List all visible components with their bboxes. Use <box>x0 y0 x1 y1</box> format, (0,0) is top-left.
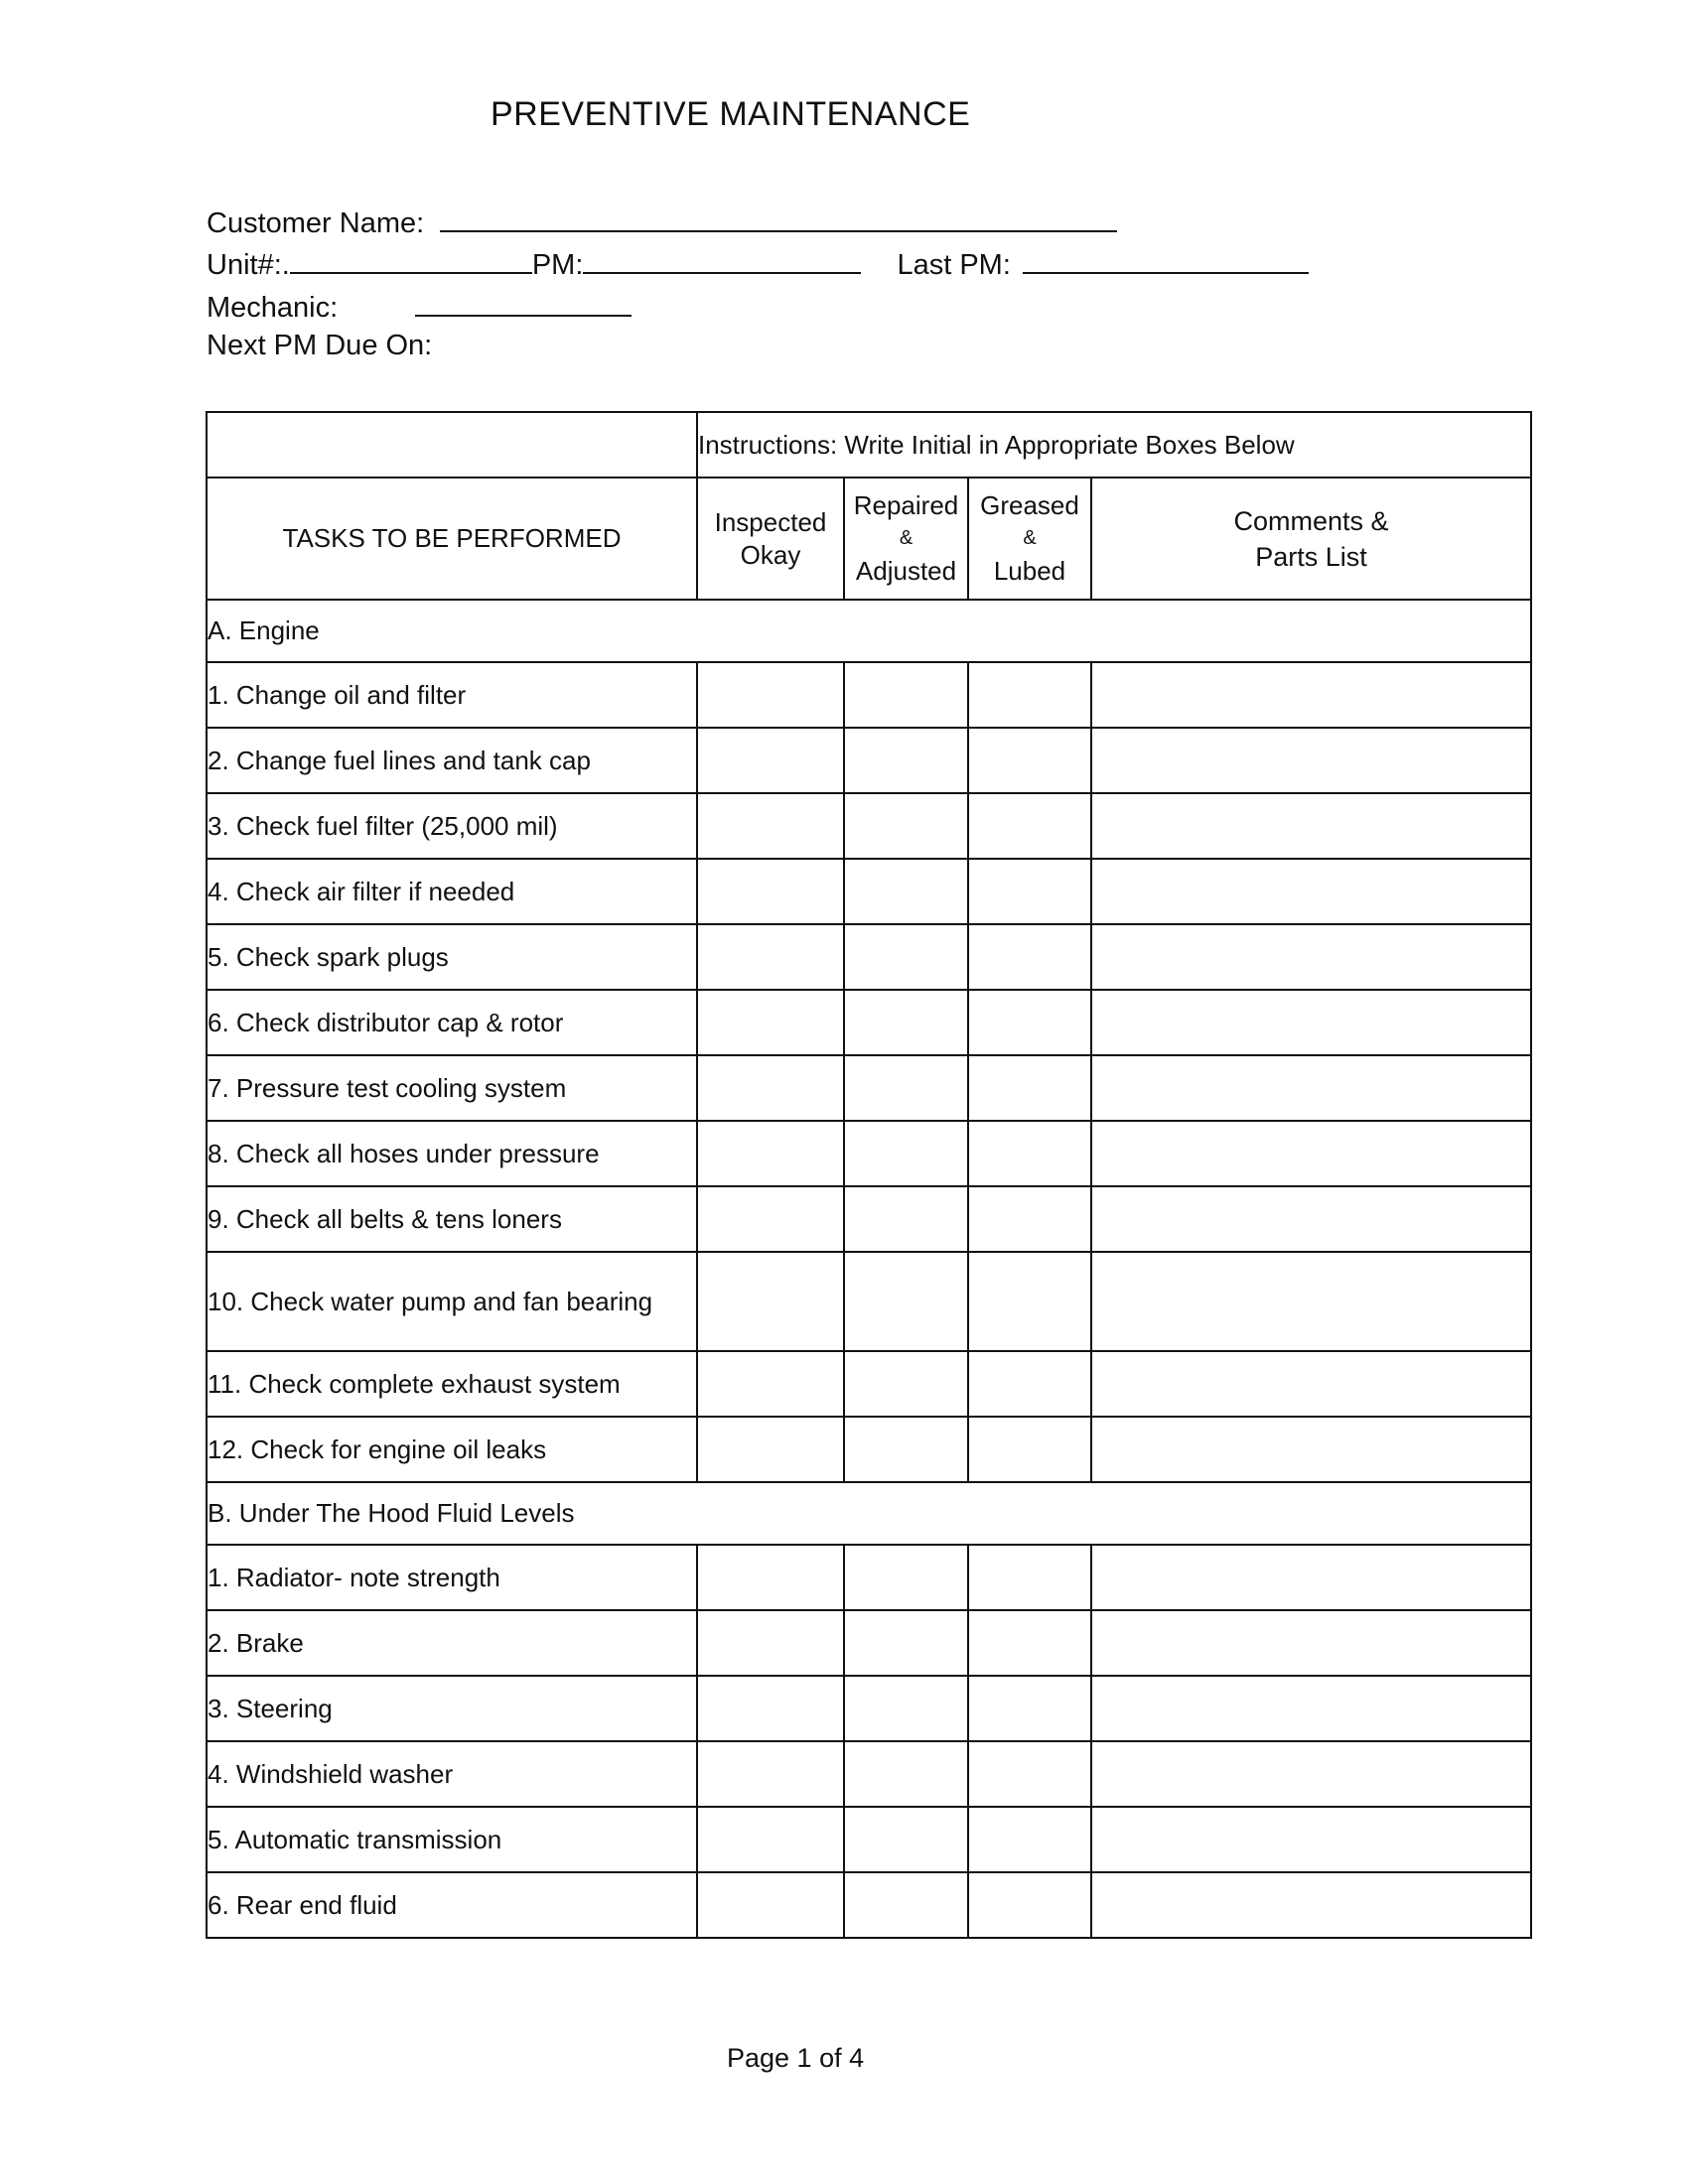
repaired-amp: & <box>899 527 914 549</box>
inspected-okay-cell[interactable] <box>697 1417 844 1482</box>
section-a-title: A. Engine <box>207 600 1531 662</box>
inspected-okay-cell[interactable] <box>697 924 844 990</box>
inspected-okay-cell[interactable] <box>697 1351 844 1417</box>
greased-lubed-cell[interactable] <box>968 990 1091 1055</box>
comments-cell[interactable] <box>1091 1610 1531 1676</box>
comments-cell[interactable] <box>1091 793 1531 859</box>
unit-label: Unit#:. <box>207 249 290 281</box>
greased-lubed-cell[interactable] <box>968 1055 1091 1121</box>
repaired-adjusted-cell[interactable] <box>844 1545 968 1610</box>
inspected-okay-cell[interactable] <box>697 793 844 859</box>
greased-lubed-cell[interactable] <box>968 1417 1091 1482</box>
repaired-line: Repaired <box>853 490 959 520</box>
comments-cell[interactable] <box>1091 924 1531 990</box>
comments-cell[interactable] <box>1091 859 1531 924</box>
inspected-okay-cell[interactable] <box>697 1055 844 1121</box>
adjusted-line: Adjusted <box>855 556 957 586</box>
repaired-adjusted-cell[interactable] <box>844 1121 968 1186</box>
comments-cell[interactable] <box>1091 1676 1531 1741</box>
comments-cell[interactable] <box>1091 1252 1531 1351</box>
instructions-row <box>207 412 1531 478</box>
inspected-okay-cell[interactable] <box>697 990 844 1055</box>
task-row <box>207 859 1531 924</box>
repaired-adjusted-cell[interactable] <box>844 859 968 924</box>
task-row <box>207 1186 1531 1252</box>
task-label: 2. Brake <box>207 1610 697 1676</box>
task-label: 4. Windshield washer <box>207 1741 697 1807</box>
greased-lubed-cell[interactable] <box>968 859 1091 924</box>
pm-label: PM: <box>531 249 584 281</box>
inspected-okay-cell[interactable] <box>697 1121 844 1186</box>
repaired-adjusted-cell[interactable] <box>844 1872 968 1938</box>
blank-header-cell <box>207 412 697 478</box>
parts-list-line: Parts List <box>1255 541 1367 572</box>
task-row <box>207 1741 1531 1807</box>
repaired-adjusted-cell[interactable] <box>844 990 968 1055</box>
section-b-body <box>207 1545 1531 1938</box>
maintenance-table <box>206 411 1532 1939</box>
comments-header <box>1091 478 1531 600</box>
task-row <box>207 793 1531 859</box>
greased-amp: & <box>1023 527 1037 549</box>
unit-blank[interactable] <box>290 246 532 274</box>
greased-lubed-cell[interactable] <box>968 1807 1091 1872</box>
page-number: Page 1 of 4 <box>727 2043 865 2073</box>
section-row <box>207 1482 1531 1545</box>
task-label: 6. Check distributor cap & rotor <box>207 990 697 1055</box>
task-row <box>207 924 1531 990</box>
comments-cell[interactable] <box>1091 990 1531 1055</box>
inspected-okay-cell[interactable] <box>697 728 844 793</box>
mechanic-label: Mechanic: <box>207 292 339 324</box>
greased-lubed-cell[interactable] <box>968 1545 1091 1610</box>
task-label: 2. Change fuel lines and tank cap <box>207 728 697 793</box>
comments-cell[interactable] <box>1091 1807 1531 1872</box>
task-row <box>207 662 1531 728</box>
section-a-body <box>207 662 1531 1482</box>
greased-lubed-cell[interactable] <box>968 1186 1091 1252</box>
task-row <box>207 1545 1531 1610</box>
greased-lubed-cell[interactable] <box>968 1351 1091 1417</box>
task-label: 12. Check for engine oil leaks <box>207 1417 697 1482</box>
task-row <box>207 1872 1531 1938</box>
repaired-adjusted-cell[interactable] <box>844 662 968 728</box>
comments-cell[interactable] <box>1091 1055 1531 1121</box>
greased-line: Greased <box>980 490 1079 520</box>
greased-lubed-cell[interactable] <box>968 662 1091 728</box>
task-label: 4. Check air filter if needed <box>207 859 697 924</box>
pm-blank[interactable] <box>583 246 861 274</box>
greased-lubed-cell[interactable] <box>968 1252 1091 1351</box>
section-b-title: B. Under The Hood Fluid Levels <box>207 1482 1531 1545</box>
unit-row <box>207 246 1309 282</box>
task-row <box>207 728 1531 793</box>
inspected-okay-cell[interactable] <box>697 1186 844 1252</box>
greased-lubed-cell[interactable] <box>968 1741 1091 1807</box>
repaired-adjusted-cell[interactable] <box>844 793 968 859</box>
task-label: 8. Check all hoses under pressure <box>207 1121 697 1186</box>
greased-lubed-cell[interactable] <box>968 1872 1091 1938</box>
mechanic-blank[interactable] <box>415 289 632 317</box>
greased-lubed-header <box>968 478 1091 600</box>
repaired-adjusted-cell[interactable] <box>844 1610 968 1676</box>
task-label: 9. Check all belts & tens loners <box>207 1186 697 1252</box>
task-row <box>207 1055 1531 1121</box>
repaired-adjusted-cell[interactable] <box>844 728 968 793</box>
inspected-okay-cell[interactable] <box>697 662 844 728</box>
repaired-adjusted-cell[interactable] <box>844 924 968 990</box>
task-label: 3. Steering <box>207 1676 697 1741</box>
task-label: 10. Check water pump and fan bearing <box>207 1252 697 1351</box>
comments-cell[interactable] <box>1091 1351 1531 1417</box>
task-label: 3. Check fuel filter (25,000 mil) <box>207 793 697 859</box>
task-row <box>207 1417 1531 1482</box>
task-label: 5. Automatic transmission <box>207 1807 697 1872</box>
comments-line: Comments & <box>1233 505 1389 536</box>
next-pm-label: Next PM Due On: <box>207 330 433 361</box>
inspected-okay-cell[interactable] <box>697 1610 844 1676</box>
comments-cell[interactable] <box>1091 1741 1531 1807</box>
header-row <box>207 478 1531 600</box>
task-row <box>207 1676 1531 1741</box>
inspected-line: Inspected <box>714 506 827 537</box>
comments-cell[interactable] <box>1091 662 1531 728</box>
greased-lubed-cell[interactable] <box>968 1676 1091 1741</box>
inspected-okay-cell[interactable] <box>697 1741 844 1807</box>
instructions-cell: Instructions: Write Initial in Appropriate Boxes Below <box>697 412 1531 478</box>
task-label: 11. Check complete exhaust system <box>207 1351 697 1417</box>
repaired-adjusted-header <box>844 478 968 600</box>
task-row <box>207 1610 1531 1676</box>
greased-lubed-cell[interactable] <box>968 793 1091 859</box>
repaired-adjusted-cell[interactable] <box>844 1741 968 1807</box>
task-row <box>207 1351 1531 1417</box>
inspected-okay-cell[interactable] <box>697 859 844 924</box>
repaired-adjusted-cell[interactable] <box>844 1186 968 1252</box>
last-pm-label: Last PM: <box>897 249 1011 281</box>
comments-cell[interactable] <box>1091 1872 1531 1938</box>
repaired-adjusted-cell[interactable] <box>844 1351 968 1417</box>
task-label: 1. Radiator- note strength <box>207 1545 697 1610</box>
customer-name-row <box>207 205 1117 240</box>
task-label: 6. Rear end fluid <box>207 1872 697 1938</box>
task-row <box>207 990 1531 1055</box>
mechanic-row <box>207 289 632 325</box>
task-label: 5. Check spark plugs <box>207 924 697 990</box>
greased-lubed-cell[interactable] <box>968 1121 1091 1186</box>
comments-cell[interactable] <box>1091 1121 1531 1186</box>
repaired-adjusted-cell[interactable] <box>844 1055 968 1121</box>
tasks-header: TASKS TO BE PERFORMED <box>207 478 697 600</box>
inspected-okay-cell[interactable] <box>697 1807 844 1872</box>
task-row <box>207 1121 1531 1186</box>
repaired-adjusted-cell[interactable] <box>844 1417 968 1482</box>
okay-line: Okay <box>740 539 801 570</box>
inspected-okay-cell[interactable] <box>697 1545 844 1610</box>
repaired-adjusted-cell[interactable] <box>844 1676 968 1741</box>
comments-cell[interactable] <box>1091 1417 1531 1482</box>
task-label: 7. Pressure test cooling system <box>207 1055 697 1121</box>
section-row <box>207 600 1531 662</box>
comments-cell[interactable] <box>1091 1545 1531 1610</box>
comments-cell[interactable] <box>1091 1186 1531 1252</box>
lubed-line: Lubed <box>993 556 1066 586</box>
greased-lubed-cell[interactable] <box>968 728 1091 793</box>
inspected-okay-cell[interactable] <box>697 1676 844 1741</box>
task-label: 1. Change oil and filter <box>207 662 697 728</box>
comments-cell[interactable] <box>1091 728 1531 793</box>
page-title: PREVENTIVE MAINTENANCE <box>491 95 971 133</box>
repaired-adjusted-cell[interactable] <box>844 1252 968 1351</box>
customer-name-blank[interactable] <box>440 205 1117 232</box>
greased-lubed-cell[interactable] <box>968 924 1091 990</box>
next-pm-row <box>207 330 432 362</box>
greased-lubed-cell[interactable] <box>968 1610 1091 1676</box>
inspected-okay-header <box>697 478 844 600</box>
last-pm-blank[interactable] <box>1023 246 1309 274</box>
inspected-okay-cell[interactable] <box>697 1872 844 1938</box>
repaired-adjusted-cell[interactable] <box>844 1807 968 1872</box>
task-row <box>207 1252 1531 1351</box>
customer-name-label: Customer Name: <box>207 207 425 239</box>
inspected-okay-cell[interactable] <box>697 1252 844 1351</box>
task-row <box>207 1807 1531 1872</box>
